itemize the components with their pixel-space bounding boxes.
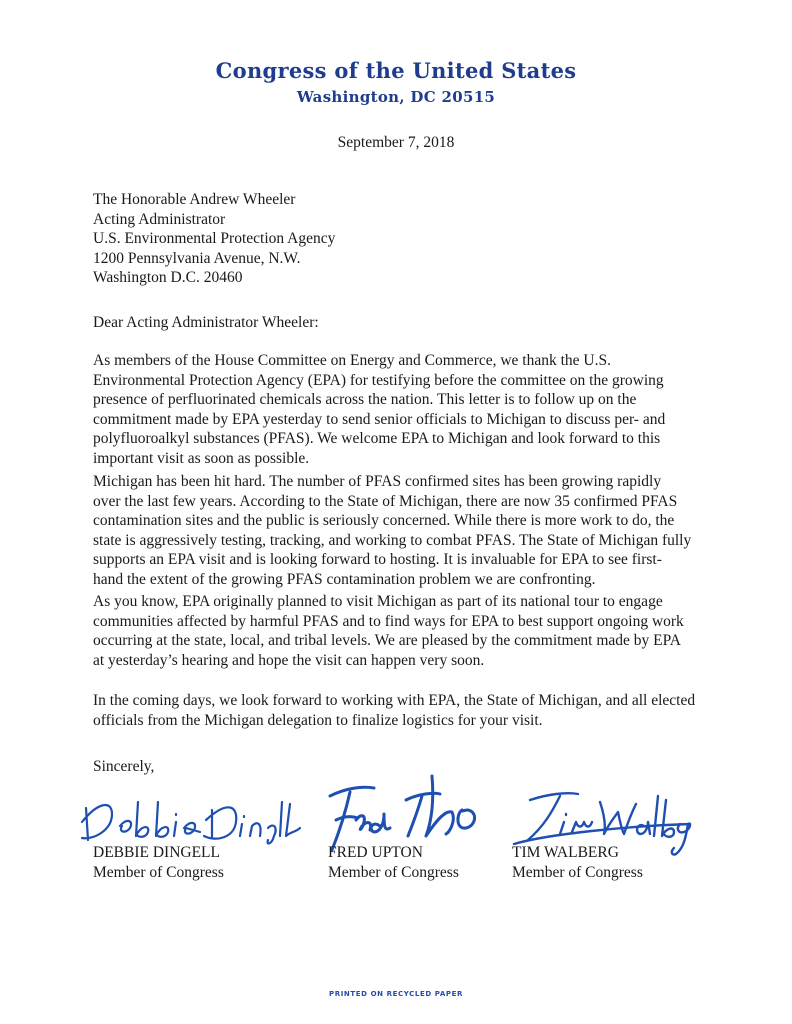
body-line: communities affected by harmful PFAS and to find ways for EPA to best support ongoing work (93, 612, 684, 630)
recipient-address (93, 190, 335, 288)
signer-title: Member of Congress (512, 863, 643, 881)
recipient-line: The Honorable Andrew Wheeler (93, 191, 296, 208)
body-line: hand the extent of the growing PFAS contamination problem we are confronting. (93, 570, 596, 588)
letterhead-title: Congress of the United States (215, 58, 577, 83)
recipient-line: 1200 Pennsylvania Avenue, N.W. (93, 249, 301, 267)
signer-walberg (512, 843, 643, 882)
signer-name: TIM WALBERG (512, 844, 619, 861)
recipient-line: Washington D.C. 20460 (93, 269, 243, 286)
body-line: presence of perfluorinated chemicals across the nation. This letter is to follow up on the (93, 391, 637, 409)
body-line: important visit as soon as possible. (93, 449, 310, 467)
closing: Sincerely, (93, 758, 155, 775)
signer-title: Member of Congress (328, 863, 459, 881)
body-line: contamination sites and the public is seriously concerned. While there is more work to do, the (93, 512, 675, 530)
body-paragraph-2 (93, 472, 713, 590)
body-paragraph-4 (93, 691, 713, 730)
signer-name: FRED UPTON (328, 844, 423, 861)
recycled-paper-footer: PRINTED ON RECYCLED PAPER (329, 990, 463, 998)
body-line: Environmental Protection Agency (EPA) for testifying before the committee on the growing (93, 371, 664, 389)
recipient-line: Acting Administrator (93, 210, 226, 228)
body-line: In the coming days, we look forward to working with EPA, the State of Michigan, and all elected (93, 692, 696, 709)
letter-date: September 7, 2018 (337, 134, 455, 151)
salutation: Dear Acting Administrator Wheeler: (93, 314, 319, 331)
body-line: commitment made by EPA yesterday to send senior officials to Michigan to discuss per- and (93, 410, 666, 428)
body-line: occurring at the state, local, and tribal levels. We are pleased by the commitment made by EPA (93, 632, 682, 650)
body-line: polyfluoroalkyl substances (PFAS). We welcome EPA to Michigan and look forward to this (93, 430, 661, 448)
body-line: As you know, EPA originally planned to visit Michigan as part of its national tour to engage (93, 593, 663, 610)
body-paragraph-1 (93, 351, 713, 469)
signer-name: DEBBIE DINGELL (93, 844, 220, 861)
body-line: As members of the House Committee on Energy and Commerce, we thank the U.S. (93, 352, 611, 369)
body-line: Michigan has been hit hard. The number of PFAS confirmed sites has been growing rapidly (93, 473, 662, 490)
signature-dingell (78, 792, 303, 850)
body-line: state is aggressively testing, tracking, and working to combat PFAS. The State of Michigan fully (93, 531, 692, 549)
body-line: officials from the Michigan delegation to finalize logistics for your visit. (93, 711, 543, 729)
letterhead-city: Washington, DC 20515 (296, 88, 496, 106)
recipient-line: U.S. Environmental Protection Agency (93, 230, 336, 247)
signer-upton (328, 843, 459, 882)
body-paragraph-3 (93, 592, 713, 670)
body-line: at yesterday’s hearing and hope the visit can happen very soon. (93, 651, 485, 669)
body-line: over the last few years. According to the State of Michigan, there are now 35 confirmed PFAS (93, 492, 678, 510)
signer-title: Member of Congress (93, 863, 224, 881)
body-line: supports an EPA visit and is looking forward to hosting. It is invaluable for EPA to see first- (93, 551, 662, 569)
signer-dingell (93, 843, 224, 882)
